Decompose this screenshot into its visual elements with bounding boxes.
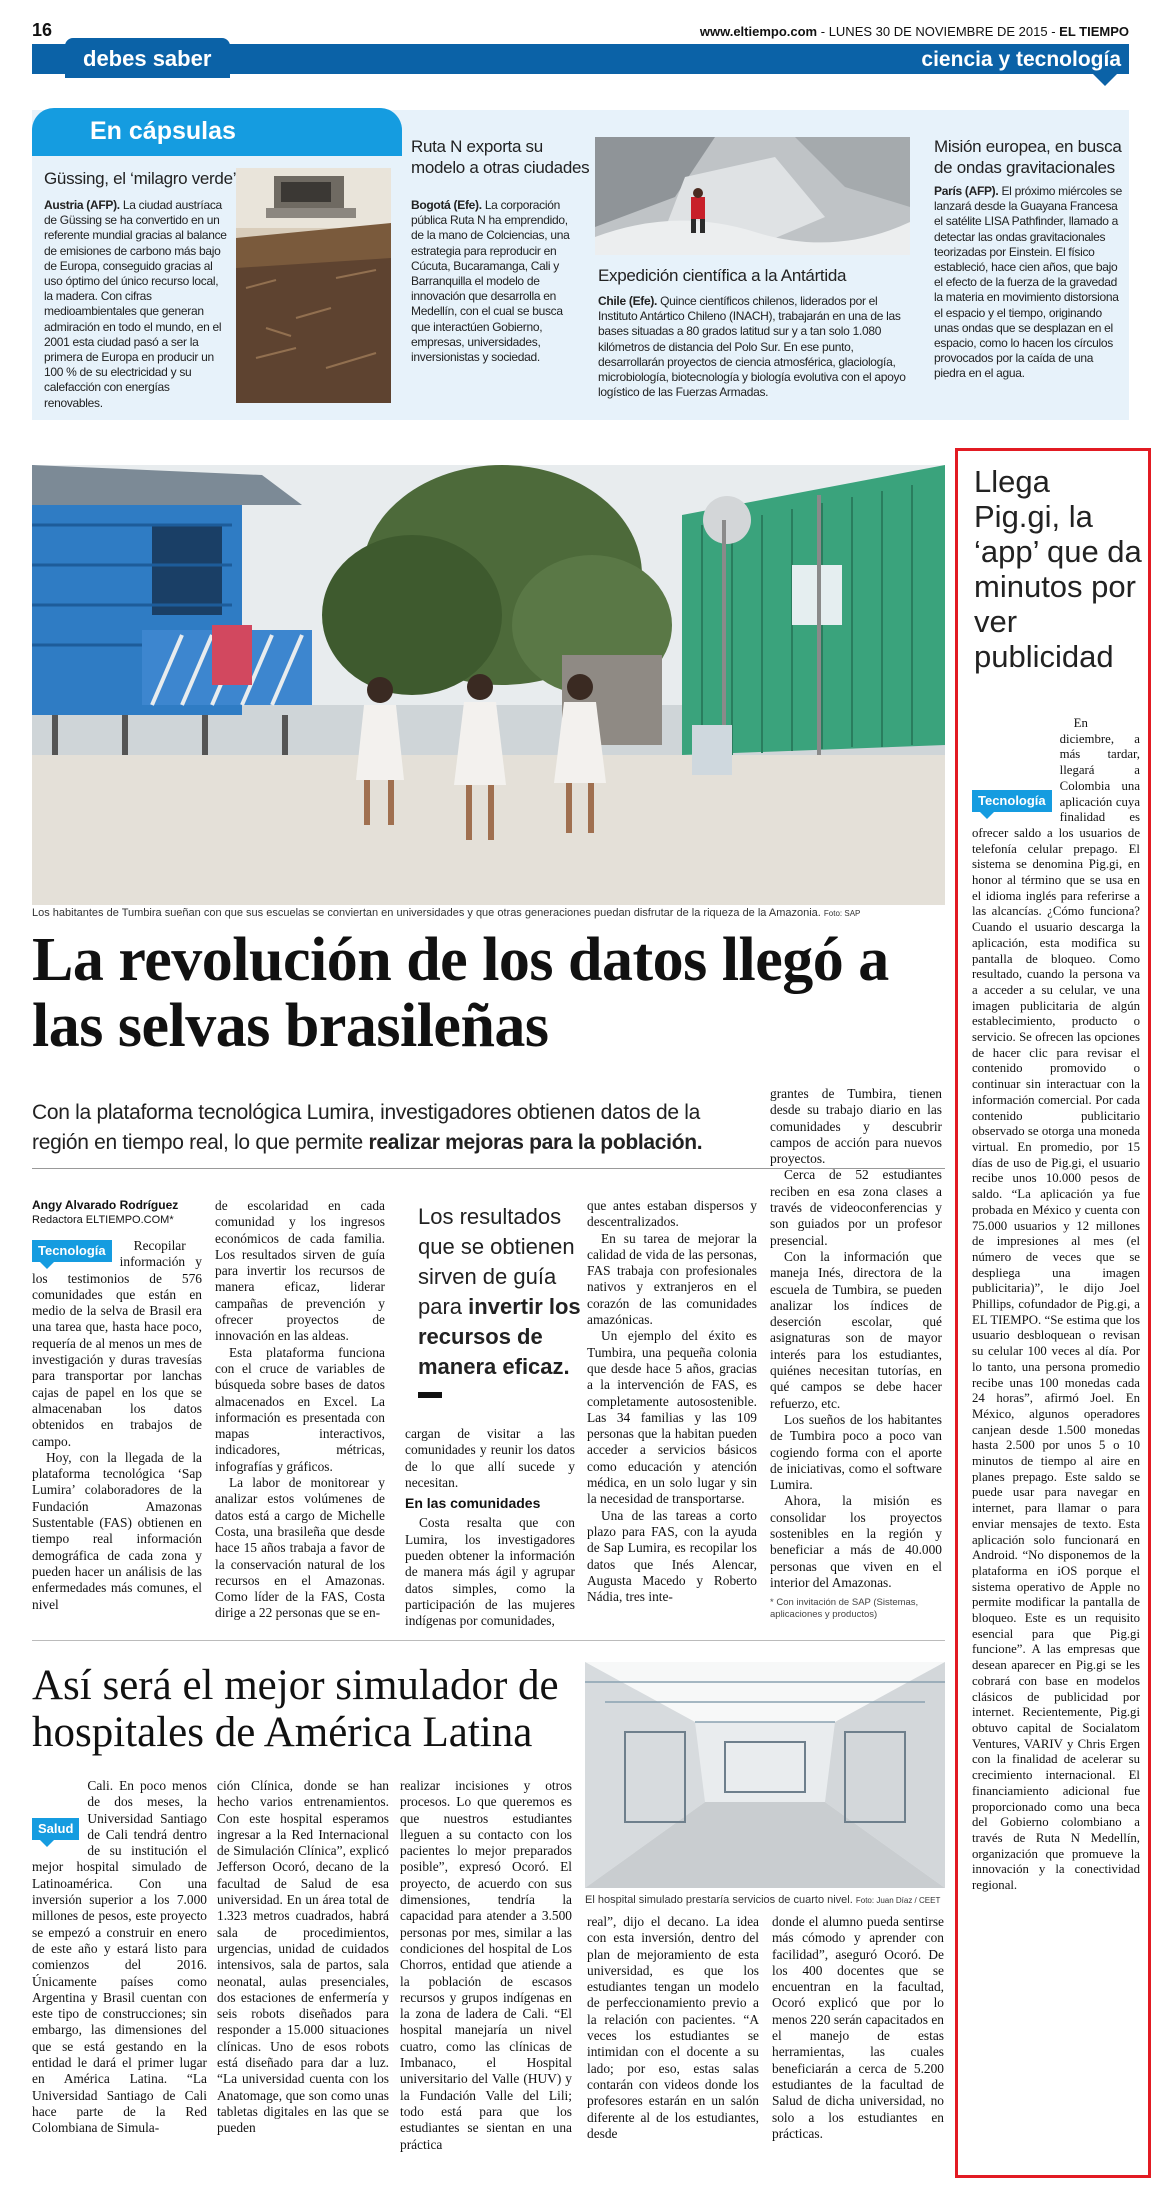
hospital-caption — [585, 1894, 940, 1906]
hospital-col-2 — [217, 1778, 389, 2137]
main-deck — [32, 1098, 752, 1158]
capsule-1-dateline: Austria (AFP). — [44, 198, 120, 212]
capsule-2-title: Ruta N exporta su modelo a otras ciudades — [411, 137, 590, 177]
tag-salud[interactable]: Salud — [32, 1818, 79, 1840]
capsule-1-body — [44, 198, 230, 411]
main-col-2 — [215, 1198, 385, 1622]
main-col2-p2: Esta plataforma funciona con el cruce de variables de búsqueda sobre bases de datos almacenados en Excel. La información es presentada con mapas interactivos, indicadores, métricas, infografías y gráficos. — [215, 1344, 385, 1474]
capsule-4-text: El próximo miércoles se lanzará desde la Guayana Francesa el satélite LISA Pathfinder, llamado a detectar las ondas gravitacionales teorizadas por Einstein. El físico estableció, hace cien años, que bajo el efecto de la fuerza de la gravedad la materia en movimiento distorsiona el espacio y el tiempo, originando unas ondas que se desplazan en el espacio, como lo hacen los círculos provocados por la caída de una piedra en el agua. — [934, 184, 1122, 381]
main-col-4 — [587, 1198, 757, 1605]
hospital-col-1 — [32, 1778, 207, 2137]
hospital-col1-text: Cali. En poco menos de dos meses, la Universidad Santiago de Cali tendrá dentro de su institución el mejor hospital simulado de Latinoamérica. Con una inversión superior a los 7.000 millones de pesos, este proyecto se empezó a construir en enero de este año y estará listo para comienzos del 2016. Únicamente países como Argentina y Brasil cuentan con este tipo de construcciones; sin embargo, las dimensiones del que se está gestando en la entidad le dará el primer lugar en América Latina. “La Universidad Santiago de Cali hace parte de la Red Colombiana de Simula- — [32, 1778, 207, 2136]
debes-saber-tab: debes saber — [65, 38, 230, 78]
main-deck-bold: realizar mejoras para la población. — [368, 1131, 703, 1154]
main-col-1 — [32, 1198, 202, 1613]
tumbira-photo — [32, 465, 945, 905]
capsule-3-dateline: Chile (Efe). — [598, 294, 658, 308]
subhead-comunidades: En las comunidades — [405, 1495, 541, 1512]
capsule-4-title: Misión europea, en busca de ondas gravitacionales — [934, 137, 1122, 177]
capsule-2-text: La corporación pública Ruta N ha emprendido, de la mano de Colciencias, una estrategia para reproducir en Cúcuta, Bucaramanga, Cali y Barranquilla el modelo de innovación que desarrolla en Medellín, con el cual se busca que interactúen Gobierno, empresas, universidades, inversionistas y sociedad. — [411, 198, 570, 365]
main-col1-p2: Hoy, con la llegada de la plataforma tecnológica ‘Sap Lumira’ colaboradores de la Fundación Amazonas Sustentable (FAS) obtienen en tiempo real información demográfica de cada zona y pueden hacer un análisis de las enfermedades más comunes, el nivel — [32, 1449, 202, 1612]
main-deck-text: Con la plataforma tecnológica Lumira, investigadores obtienen datos de la región en tiempo real, lo que permite — [32, 1101, 701, 1154]
main-col2-p3: La labor de monitorear y analizar estos volúmenes de datos está a cargo de Michelle Costa, una brasileña que desde hace 15 años trabaja a favor de la conservación natural de los recursos en el Amazonas. Como líder de la FAS, Costa dirige a 22 personas que se en- — [215, 1475, 385, 1621]
pull-quote — [418, 1202, 588, 1398]
hospital-col3-text: realizar incisiones y otros procesos. Lo que queremos es que nuestros estudiantes lleguen a su contacto con los pacientes lo mejor preparados posible”, expresó Ocoró. El proyecto, de acuerdo con sus dimensiones, tendría la capacidad para atender a 3.500 personas por mes, similar a las condiciones del hospital de Los Chorros, entidad que atiende a la población de escasos recursos y grupos indígenas en la zona de ladera de Cali. “El hospital manejaría un nivel cuatro, como las clínicas de Imbanaco, el Hospital universitario del Valle (HUV) y la Fundación Valle del Lili; todo está para que los estudiantes se sientan en una práctica — [400, 1778, 572, 2152]
capsule-2-dateline: Bogotá (Efe). — [411, 198, 482, 212]
pull-quote-dash — [418, 1392, 442, 1398]
antarctica-photo — [595, 137, 910, 255]
main-col3-p1: cargan de visitar a las comunidades y reunir los datos de lo que allí sucede y necesitan. — [405, 1426, 575, 1490]
main-col3-p2: Costa resalta que con Lumira, los investigadores pueden obtener la información de manera más ágil y agrupar datos simples, como la participación de las mujeres indígenas por comunidades, — [405, 1515, 575, 1629]
main-col5-p3: Con la información que maneja Inés, directora de la escuela de Tumbira, se pueden analizar los índices de deserción escolar, qué asignaturas son de mayor interés para los estudiantes, quiénes necesitan tutorías, en qué campos se debe hacer refuerzo, etc. — [770, 1248, 942, 1411]
capsules-tab: En cápsulas — [32, 108, 402, 156]
author-name: Angy Alvarado Rodríguez — [32, 1198, 179, 1212]
hospital-col2-text: ción Clínica, donde se han hecho varios entrenamientos. Con este hospital esperamos ingresar a la Red Internacional de Simulación Clínica”, explicó Jefferson Ocoró, decano de la facultad de Salud de esa universidad. En un área total de 1.323 metros cuadrados, habrá sala de procedimientos, urgencias, unidad de cuidados intensivos, sala de partos, sala neonatal, aulas presenciales, dos estaciones de enfermería y seis robots diseñados para responder a 15.000 situaciones clínicas. Uno de esos robots está diseñado para dar a luz. “La universidad cuenta con los Anatomage, que son como unas tabletas digitales en las que se pueden — [217, 1778, 389, 2136]
main-col5-p1: grantes de Tumbira, tienen desde su trabajo diario en las comunidades y descubrir campos de acción para nuevos proyectos. — [770, 1086, 942, 1167]
author-role: Redactora ELTIEMPO.COM* — [32, 1214, 174, 1226]
main-photo-caption — [32, 907, 860, 919]
sidebar-text: En diciembre, a más tardar, llegará a Colombia una aplicación cuya finalidad es ofrecer saldo a los usuarios de telefonía celular prepago. El sistema se denomina Pig.gi, en honor al término que se usa en el idioma inglés para referirse a las alcancías. ¿Cómo funciona? Cuando el usuario descarga la aplicación, esta modifica su pantalla de bloqueo. Como resultado, cuando la persona va a acceder a su celular, ve una imagen publicitaria de algún establecimiento, producto o servicio. Se ofrecen las opciones de hacer clic para revisar el contenido promovido o continuar sin interactuar con la información comercial. Por cada contenido publicitario observado se otorga una moneda virtual. En promedio, por 15 días de uso de Pig.gi, el usuario recibe unos 10.000 pesos de saldo. “La aplicación ya fue probada en México y cuenta con 75.000 usuarios y 12 millones de impresiones al mes (el número de veces que se despliega una imagen publicitaria)”, le dijo Joel Phillips, cofundador de Pig.gi, a EL TIEMPO. “Se estima que los usuario desbloquean o revisan su celular 100 veces al día. Por lo tanto, una persona promedio recibe unas 100 monedas cada 24 horas”, afirmó Joel. En México, algunos operadores canjean desde 1.500 monedas hasta 2.500 por unos 5 o 10 minutos de tiempo al aire en planes prepago. Este saldo se puede usar para navegar en internet, para llamar o para enviar mensajes de texto. Esta aplicación solo funcionará en Android. “No disponemos de la plataforma en iOS porque el sistema operativo de Apple no permite modificar la pantalla de bloqueo. Este es un requisito esencial para que Pig.gi funcione”. A las empresas que desean aparecer en Pig.gi se les cobrará con base en modelos clásicos de publicidad por internet. Recientemente, Pig.gi obtuvo capital de Socialatom Ventures, VARIV y Chris Ergen con la finalidad de acelerar su crecimiento internacional. El financiamiento adicional fue proporcionado como una beca del Gobierno colombiano a través de Ruta N Medellín, organización que promueve la innovación y la conectividad regional. — [972, 716, 1140, 1893]
footnote: * Con invitación de SAP (Sistemas, aplicaciones y productos) — [770, 1597, 919, 1621]
capsule-4-dateline: París (AFP). — [934, 184, 999, 198]
hospital-caption-text: El hospital simulado prestaría servicios de cuarto nivel. — [585, 1894, 853, 1906]
hospital-col-3 — [400, 1778, 572, 2153]
capsule-4-body — [934, 184, 1122, 382]
main-col4-p4: Una de las tareas a corto plazo para FAS, con la ayuda de Sap Lumira, es recopilar los datos que Inés Alencar, Augusta Macedo y Roberto Nádia, tres inte- — [587, 1507, 757, 1605]
story-divider — [32, 1640, 945, 1641]
main-col4-p3: Un ejemplo del éxito es Tumbira, una pequeña colonia que desde hace 5 años, gracias a la intervención de FAS, es completamente autosostenible. Las 34 familias y las 109 personas que la habitan pueden acceder a servicios básicos como educación y atención médica, en un solo lugar y sin la necesidad de transportarse. — [587, 1328, 757, 1507]
hospital-col4-text: real”, dijo el decano. La idea con esta inversión, dentro del plan de mejoramiento de esta universidad, es que los estudiantes tengan un modelo de perfeccionamiento previo a la relación con pacientes. “A veces los estudiantes se intimidan con el docente a su lado; por eso, estas salas contarán con videos donde los profesores estarán en un salón diferente al de los estudiantes, desde — [587, 1914, 759, 2141]
hospital-col-4 — [587, 1914, 759, 2142]
issue-date: LUNES 30 DE NOVIEMBRE DE 2015 — [828, 24, 1048, 39]
section-arrow — [1093, 74, 1117, 86]
capsule-1-text: La ciudad austríaca de Güssing se ha convertido en un referente mundial gracias al balance de emisiones de carbono más bajo de Europa, conseguido gracias al uso óptimo del único recurso local, la madera. Con cifras medioambientales que generan admiración en todo el mundo, en el 2001 esta ciudad pasó a ser la primera de Europa en producir un 100 % de su electricidad y su calefacción con energías renovables. — [44, 198, 227, 410]
capsule-3-body — [598, 294, 910, 400]
hospital-photo — [585, 1662, 945, 1888]
hospital-col-5 — [772, 1914, 944, 2142]
capsule-2-body — [411, 198, 579, 365]
section-title: ciencia y tecnología — [921, 48, 1121, 71]
main-col4-p1: que antes estaban dispersos y descentralizados. — [587, 1198, 757, 1230]
paper-name: EL TIEMPO — [1059, 24, 1129, 39]
main-col2-p1: de escolaridad en cada comunidad y los ingresos económicos de cada familia. Los resultados sirven de guía para invertir los recursos de manera eficaz, liderar campañas de prevención y ofrecer proyectos de innovación en las aldeas. — [215, 1198, 385, 1344]
main-col5-p5: Ahora, la misión es consolidar los proyectos sostenibles en la región y beneficiar a más de 40.000 personas que viven en el interior del Amazonas. — [770, 1493, 942, 1590]
hospital-photo-credit: Foto: Juan Díaz / CEET — [855, 1896, 941, 1905]
sidebar-body — [972, 716, 1140, 1894]
pull-quote-bold: invertir los recursos de manera eficaz. — [418, 1294, 581, 1379]
page-number: 16 — [32, 20, 53, 40]
site-url[interactable]: www.eltiempo.com — [699, 24, 818, 39]
wood-chips-photo — [236, 168, 391, 403]
main-col5-p2: Cerca de 52 estudiantes reciben en esa zona clases a través de videoconferencias y son guiados por un profesor presencial. — [770, 1167, 942, 1248]
main-caption-text: Los habitantes de Tumbira sueñan con que sus escuelas se conviertan en universidades y que otras generaciones puedan disfrutar de la riqueza de la Amazonia. — [32, 907, 821, 919]
main-headline: La revolución de los datos llegó a las selvas brasileñas — [32, 926, 889, 1060]
hospital-col5-text: donde el alumno pueda sentirse más cómodo y aprender con facilidad”, aseguró Ocoró. De los 400 docentes que se encuentran en la facultad, Ocoró explicó que por lo menos 220 serán capacitados en el manejo de estas herramientas, las cuales beneficiarán a cerca de 5.200 estudiantes de la facultad de Salud de dicha universidad, no solo a los estudiantes en prácticas. — [772, 1914, 944, 2141]
masthead-line: www.eltiempo.com - LUNES 30 DE NOVIEMBRE DE 2015 - EL TIEMPO — [699, 24, 1129, 39]
main-col-5 — [770, 1086, 942, 1621]
sidebar-headline: Llega Pig.gi, la ‘app’ que da minutos por ver publicidad — [974, 464, 1142, 674]
main-col4-p2: En su tarea de mejorar la calidad de vida de las personas, FAS trabaja con profesionales nativos y extranjeros en el corazón de las comunidades amazónicas. — [587, 1230, 757, 1328]
hospital-headline: Así será el mejor simulador de hospitales de América Latina — [32, 1662, 559, 1756]
tag-sidebar-tecnologia[interactable]: Tecnología — [972, 790, 1052, 812]
pull-quote-text: Los resultados que se obtienen sirven de guía para — [418, 1204, 575, 1319]
capsule-3-title: Expedición científica a la Antártida — [598, 266, 847, 285]
main-photo-credit: Foto: SAP — [823, 909, 861, 918]
main-col-3 — [405, 1426, 575, 1630]
capsule-3-text: Quince científicos chilenos, liderados por el Instituto Antártico Chileno (INACH), trabajarán en una de las bases situadas a 80 grados latitud sur y a tan solo 1.080 kilómetros de distancia del Polo Sur. En ese punto, desarrollarán proyectos de ciencia atmosférica, glaciología, microbiología, biotecnología y biología evolutiva con el apoyo logístico de las Fuerzas Armadas. — [598, 294, 906, 400]
tag-tecnologia[interactable]: Tecnología — [32, 1240, 112, 1262]
main-col1-p1: Recopilar información y los testimonios de 576 comunidades que están en medio de la selva de Brasil era una tarea que, hasta hace poco, requería de al menos un mes de investigación y duras travesías para transportar por lanchas cajas de papel en los que se almacenaban los datos obtenidos en trabajos de campo. — [32, 1238, 202, 1449]
capsule-1-title: Güssing, el ‘milagro verde’ — [44, 169, 237, 188]
main-col5-p4: Los sueños de los habitantes de Tumbira poco a poco van cogiendo forma con el aporte de iniciativas, como el software Lumira. — [770, 1411, 942, 1493]
